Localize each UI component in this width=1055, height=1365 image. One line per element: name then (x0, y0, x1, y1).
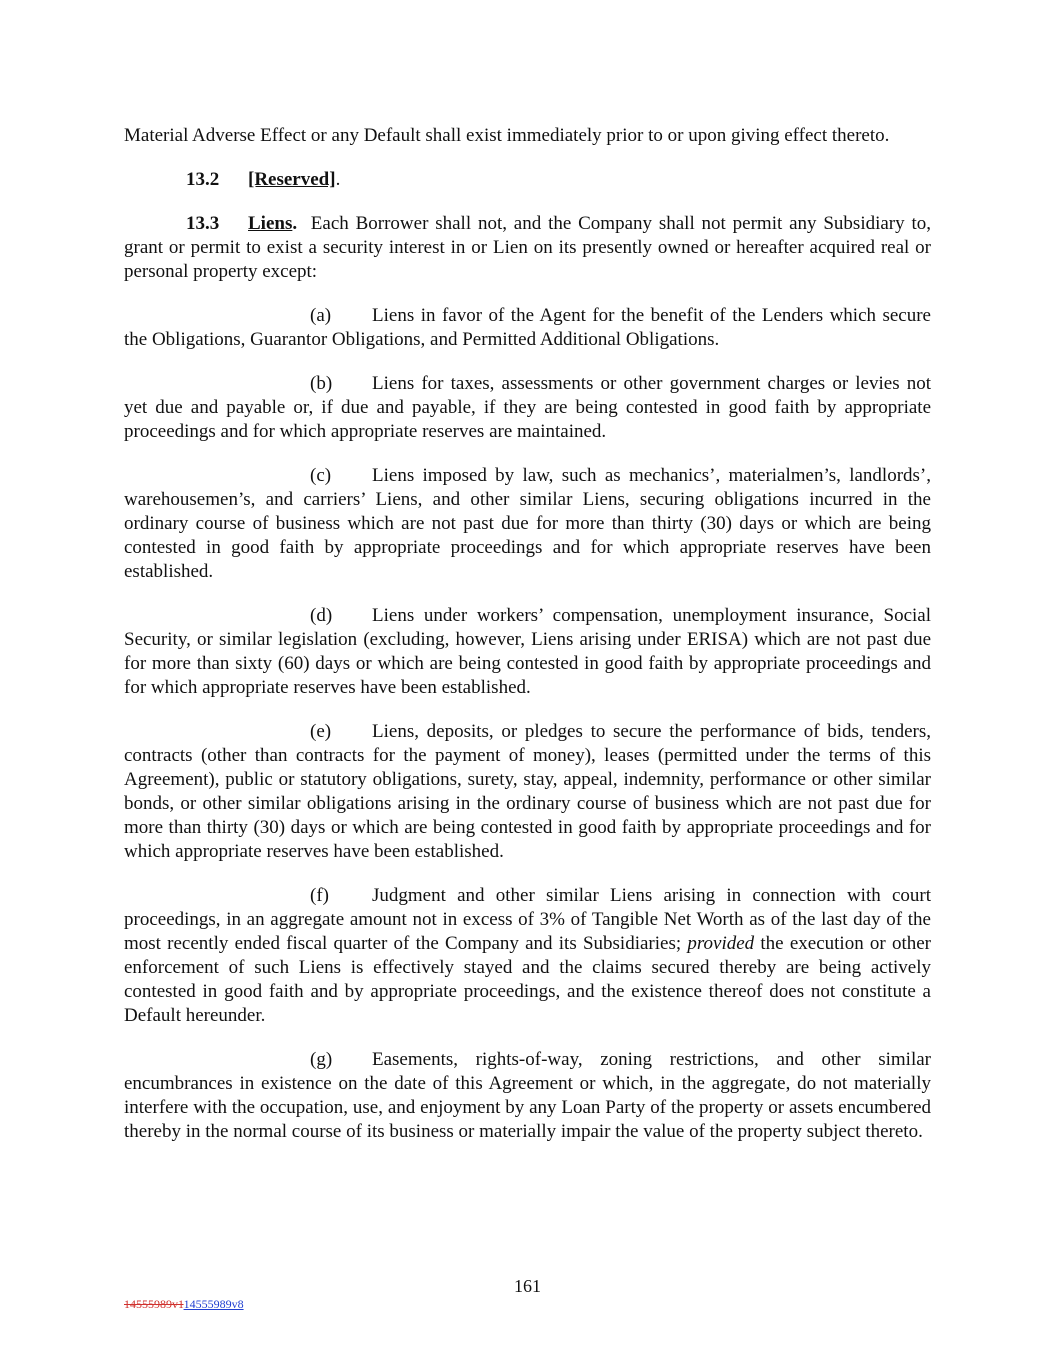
item-text: Liens, deposits, or pledges to secure the performance of bids, tenders, contracts (other than contracts for the payment of money), leases (permitted under the terms of this Agreement), public or statutory obligations, surety, stay, appeal, indemnity, performance or other similar bonds, or other similar obligations arising in the ordinary course of business which are not past due for more than thirty (30) days or which are being contested in good faith by appropriate proceedings and for which appropriate reserves have been established. (124, 721, 931, 862)
section-trail: . (292, 213, 298, 234)
item-label: (a) (310, 305, 332, 326)
item-label: (c) (310, 465, 332, 486)
section-number: 13.3 (186, 213, 220, 234)
item-text-italic: provided (687, 933, 755, 954)
doc-id-deleted: 14555989v1 (124, 1297, 184, 1311)
item-text-after: the execution or other enforcement of such Liens is effectively stayed and the claims secured thereby are being actively contested in good faith and by appropriate proceedings, and the existence thereof does not constitute a Default hereunder. (124, 933, 932, 1026)
section-title: Liens (248, 213, 293, 234)
doc-id-inserted: 14555989v8 (183, 1297, 244, 1311)
section-number: 13.2 (186, 169, 220, 190)
section-body: Each Borrower shall not, and the Company shall not permit any Subsidiary to, grant or permit to exist a security interest in or Lien on its presently owned or hereafter acquired real or personal property except: (124, 213, 931, 282)
item-text: Liens under workers’ compensation, unemployment insurance, Social Security, or similar legislation (excluding, however, Liens arising under ERISA) which are not past due for more than sixty (60) days or which are being contested in good faith by appropriate proceedings and for which appropriate reserves have been established. (124, 605, 931, 698)
list-item-e (124, 720, 931, 864)
item-label: (f) (310, 885, 329, 906)
page-number: 161 (514, 1276, 541, 1296)
list-item-a (124, 304, 931, 352)
list-item-b (124, 372, 931, 444)
item-label: (e) (310, 721, 332, 742)
section-13-2-heading (124, 168, 931, 192)
section-13-3-paragraph (124, 212, 931, 284)
list-item-f (124, 884, 931, 1028)
section-title: [Reserved] (248, 169, 336, 190)
section-trail: . (335, 169, 341, 190)
item-text-before: Judgment and other similar Liens arising in connection with court proceedings, in an aggregate amount not in excess of 3% of Tangible Net Worth as of the last day of the most recently ended fiscal quarter of the Company and its Subsidiaries; (124, 885, 931, 954)
item-label: (g) (310, 1049, 333, 1070)
item-text: Easements, rights-of-way, zoning restrictions, and other similar encumbrances in existence on the date of this Agreement or which, in the aggregate, do not materially interfere with the occupation, use, and enjoyment by any Loan Party of the property or assets encumbered thereby in the normal course of its business or materially impair the value of the property subject thereto. (124, 1049, 931, 1142)
item-label: (d) (310, 605, 333, 626)
list-item-d (124, 604, 931, 700)
item-label: (b) (310, 373, 333, 394)
continuation-paragraph: Material Adverse Effect or any Default shall exist immediately prior to or upon giving effect thereto. (124, 125, 890, 146)
item-text: Liens in favor of the Agent for the benefit of the Lenders which secure the Obligations, Guarantor Obligations, and Permitted Additional Obligations. (124, 305, 931, 350)
document-id (124, 1297, 244, 1312)
list-item-c (124, 464, 931, 584)
item-text: Liens imposed by law, such as mechanics’, materialmen’s, landlords’, warehousemen’s, and carriers’ Liens, and other similar Liens, securing obligations incurred in the ordinary course of business which are not past due for more than thirty (30) days or which are being contested in good faith by appropriate proceedings and for which appropriate reserves have been established. (124, 465, 931, 582)
list-item-g (124, 1048, 931, 1144)
item-text: Liens for taxes, assessments or other government charges or levies not yet due and payable or, if due and payable, if they are being contested in good faith by appropriate proceedings and for which appropriate reserves are maintained. (124, 373, 931, 442)
document-page (124, 124, 931, 1164)
